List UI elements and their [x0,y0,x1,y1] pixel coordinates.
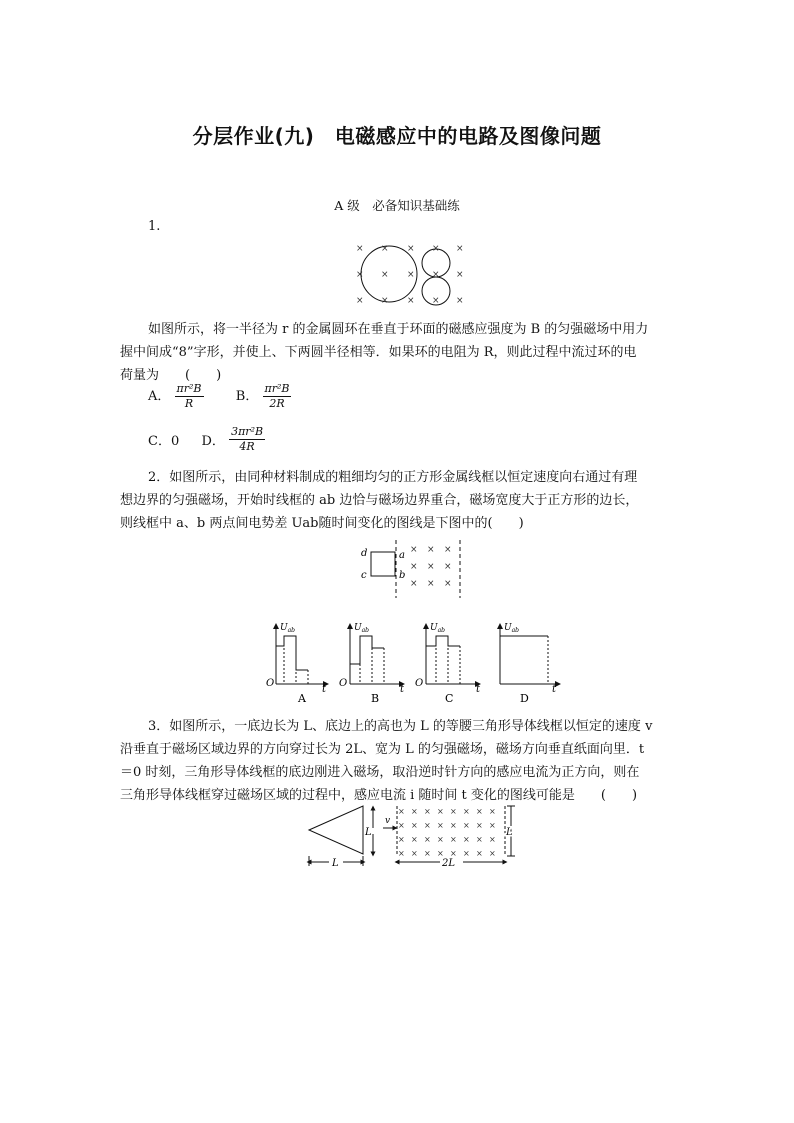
graph-a [266,623,326,705]
svg-text:t: t [552,684,557,695]
question-1-options-cd [148,425,265,454]
option-d-fraction: $\frac{\text{3πr²B}}{4R}$ [231,425,264,453]
svg-text:×: × [489,849,496,858]
field-length-label: 2L [442,858,456,869]
svg-text:×: × [463,821,470,830]
svg-text:O: O [415,678,424,689]
svg-text:×: × [444,545,452,555]
svg-text:t: t [476,684,481,695]
svg-text:×: × [432,296,440,306]
svg-text:×: × [398,821,405,830]
svg-text:×: × [411,835,418,844]
svg-text:×: × [410,562,418,572]
question-2-graphs [262,618,562,708]
option-a-label: A． [148,389,171,404]
svg-text:×: × [427,545,435,555]
svg-text:×: × [432,244,440,254]
svg-text:×: × [489,821,496,830]
svg-text:×: × [489,807,496,816]
svg-text:×: × [437,835,444,844]
label-b: b [399,570,406,581]
graph-label-d: D [520,692,529,705]
label-d: d [361,548,368,559]
svg-text:×: × [398,849,405,858]
label-c: c [361,570,367,581]
svg-text:×: × [444,579,452,589]
question-1-number: 1. [148,219,161,234]
question-3-line-2: 沿垂直于磁场区域边界的方向穿过长为 2L、宽为 L 的匀强磁场，磁场方向垂直纸面向里．t [120,742,645,757]
label-a: a [399,550,405,561]
axis-t-label: t [322,684,327,695]
svg-text:×: × [456,296,464,306]
svg-text:×: × [411,821,418,830]
svg-text:×: × [356,296,364,306]
svg-text:t: t [400,684,405,695]
svg-text:×: × [456,270,464,280]
question-1-options-ab [148,382,291,411]
svg-text:×: × [476,821,483,830]
graph-label-c: C [445,692,454,705]
svg-text:O: O [339,678,348,689]
square-frame [371,552,395,576]
svg-text:×: × [424,849,431,858]
question-2-figure [355,538,465,600]
option-d-label: D． [201,434,225,449]
question-3-line-3: ＝0 时刻，三角形导体线框的底边刚进入磁场，取沿逆时针方向的感应电流为正方向，则在 [120,765,640,780]
question-1-figure [350,238,470,308]
page-title: 分层作业(九) 电磁感应中的电路及图像问题 [192,124,602,148]
svg-text:×: × [444,562,452,572]
svg-text:Uab: $U_{ab}$ [354,623,370,634]
svg-text:×: × [424,807,431,816]
graph-b [339,623,405,705]
svg-text:Uab: $U_{ab}$ [430,623,446,634]
question-1-line-1: 如图所示，将一半径为 r 的金属圆环在垂直于环面的磁感应强度为 B 的匀强磁场中用力 [148,322,649,337]
question-2-line-3: 则线框中 a、b 两点间电势差 Uab随时间变化的图线是下图中的( ) [120,516,524,531]
svg-text:×: × [456,244,464,254]
svg-text:×: × [463,807,470,816]
svg-text:×: × [450,835,457,844]
svg-text:×: × [381,296,389,306]
field-width-label: L [506,827,513,838]
svg-text:×: × [476,849,483,858]
svg-text:×: × [407,244,415,254]
svg-text:×: × [427,579,435,589]
graph-d [500,623,558,705]
velocity-label: v [385,816,391,826]
section-heading: A 级 必备知识基础练 [334,198,460,213]
option-a-fraction: $\frac{\text{πr²B}}{R}$ [176,382,202,410]
svg-text:×: × [398,835,405,844]
svg-text:×: × [407,296,415,306]
svg-text:×: × [437,849,444,858]
svg-text:×: × [437,807,444,816]
svg-text:×: × [410,579,418,589]
svg-text:×: × [463,849,470,858]
question-3-line-4: 三角形导体线框穿过磁场区域的过程中，感应电流 i 随时间 t 变化的图线可能是 ( ) [120,788,638,803]
question-3-line-1: 3．如图所示，一底边长为 L、底边上的高也为 L 的等腰三角形导体线框以恒定的速度 v [148,719,653,734]
svg-text:×: × [424,835,431,844]
svg-text:Uab: $U_{ab}$ [504,623,520,634]
svg-text:×: × [427,562,435,572]
graph-label-b: B [371,692,380,705]
svg-text:×: × [407,270,415,280]
graph-label-a: A [298,692,306,705]
option-b-fraction: $\frac{\text{πr²B}}{2R}$ [264,382,290,410]
question-1-line-2: 握中间成“8”字形，并使上、下两圆半径相等．如果环的电阻为 R，则此过程中流过环的电 [120,345,637,360]
graph-c [415,623,481,705]
svg-text:×: × [463,835,470,844]
option-c: C．0 [148,434,180,449]
svg-text:×: × [476,835,483,844]
svg-text:×: × [489,835,496,844]
svg-text:×: × [476,807,483,816]
origin-label: O [266,678,275,689]
svg-text:×: × [356,270,364,280]
svg-text:Uab: $U_{ab}$ [280,623,296,634]
svg-text:×: × [450,849,457,858]
question-1-line-3: 荷量为 ( ) [120,368,222,383]
svg-text:×: × [450,807,457,816]
question-2-line-2: 想边界的匀强磁场，开始时线框的 ab 边恰与磁场边界重合，磁场宽度大于正方形的边长， [120,493,639,508]
svg-text:×: × [437,821,444,830]
svg-text:×: × [450,821,457,830]
triangle-base-label: L [332,858,339,869]
question-3-figure [305,804,525,870]
svg-text:×: × [411,807,418,816]
svg-text:×: × [410,545,418,555]
triangle-height-label: L [365,827,372,838]
svg-text:×: × [424,821,431,830]
option-b-label: B． [235,389,259,404]
svg-text:×: × [411,849,418,858]
triangle-frame [309,806,363,854]
question-2-line-1: 2．如图所示，由同种材料制成的粗细均匀的正方形金属线框以恒定速度向右通过有理 [148,470,638,485]
svg-text:×: × [356,244,364,254]
svg-text:×: × [381,270,389,280]
svg-text:×: × [398,807,405,816]
svg-text:×: × [381,244,389,254]
svg-text:×: × [432,270,440,280]
